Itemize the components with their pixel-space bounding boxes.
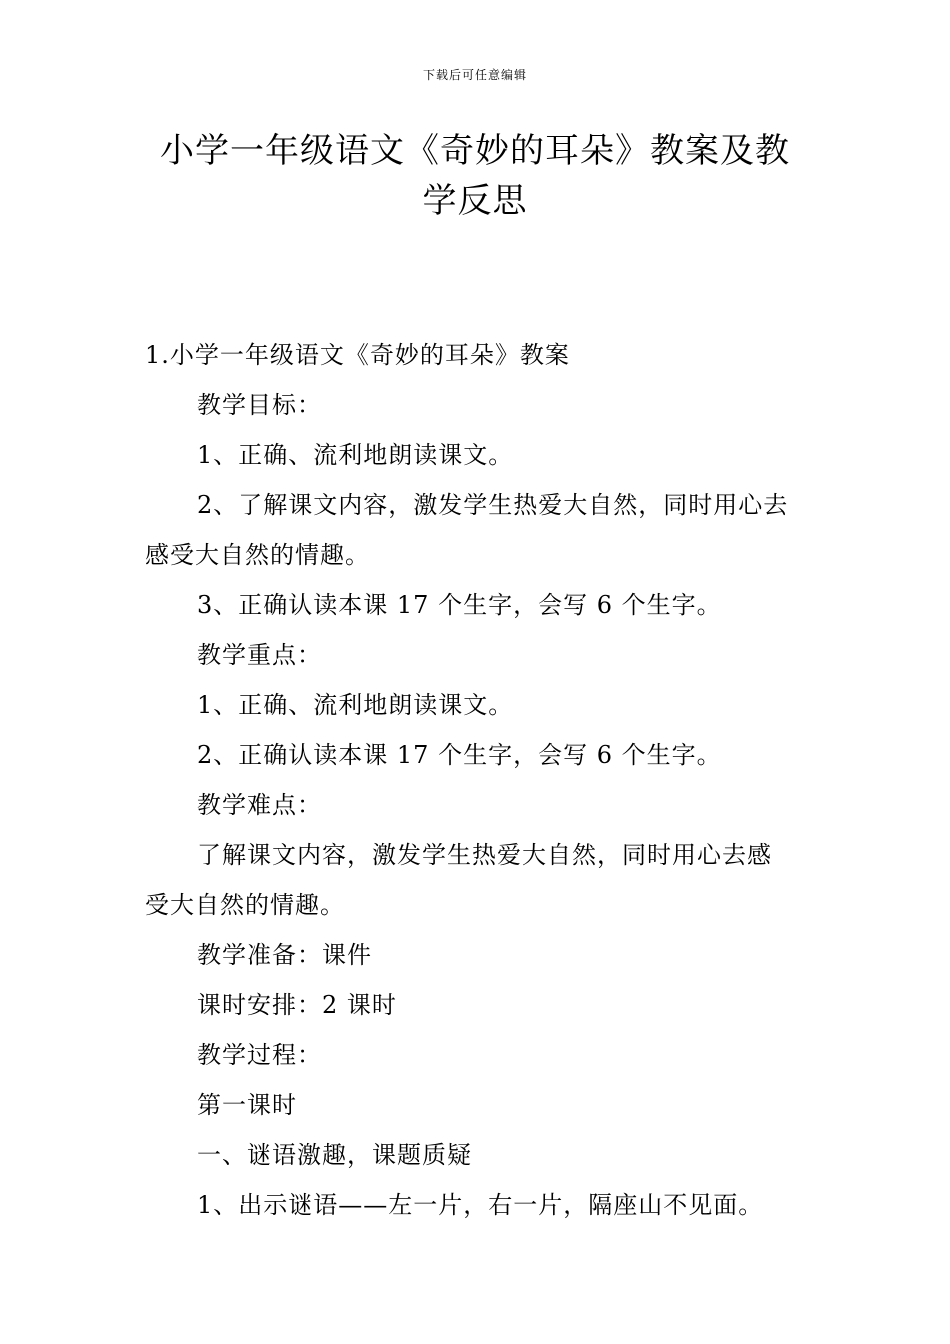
paragraph-line: 教学准备：课件 (197, 941, 372, 969)
paragraph-line: 教学目标： (197, 391, 322, 419)
title-line-2: 学反思 (422, 181, 528, 221)
paragraph-line: 一、谜语激趣，课题质疑 (197, 1141, 472, 1169)
paragraph-line: 1、出示谜语——左一片，右一片，隔座山不见面。 (197, 1191, 764, 1219)
paragraph-line: 1、正确、流利地朗读课文。 (197, 441, 514, 469)
paragraph-line: 3、正确认读本课 17 个生字，会写 6 个生字。 (197, 591, 722, 619)
paragraph-line: 感受大自然的情趣。 (145, 541, 370, 569)
paragraph-line: 受大自然的情趣。 (145, 891, 345, 919)
paragraph-line: 2、了解课文内容，激发学生热爱大自然，同时用心去 (197, 491, 789, 519)
document-body (145, 330, 810, 1230)
paragraph-line: 教学难点： (197, 791, 322, 819)
paragraph-line: 课时安排：2 课时 (197, 991, 397, 1019)
section-heading: 1.小学一年级语文《奇妙的耳朵》教案 (145, 341, 570, 369)
paragraph-line: 教学过程： (197, 1041, 322, 1069)
paragraph-line: 教学重点： (197, 641, 322, 669)
paragraph-line: 2、正确认读本课 17 个生字，会写 6 个生字。 (197, 741, 722, 769)
title-line-1: 小学一年级语文《奇妙的耳朵》教案及教 (160, 131, 790, 171)
document-title (100, 126, 850, 226)
paragraph-line: 1、正确、流利地朗读课文。 (197, 691, 514, 719)
paragraph-line: 了解课文内容，激发学生热爱大自然，同时用心去感 (197, 841, 772, 869)
header-note: 下载后可任意编辑 (422, 68, 527, 82)
paragraph-line: 第一课时 (197, 1091, 297, 1119)
